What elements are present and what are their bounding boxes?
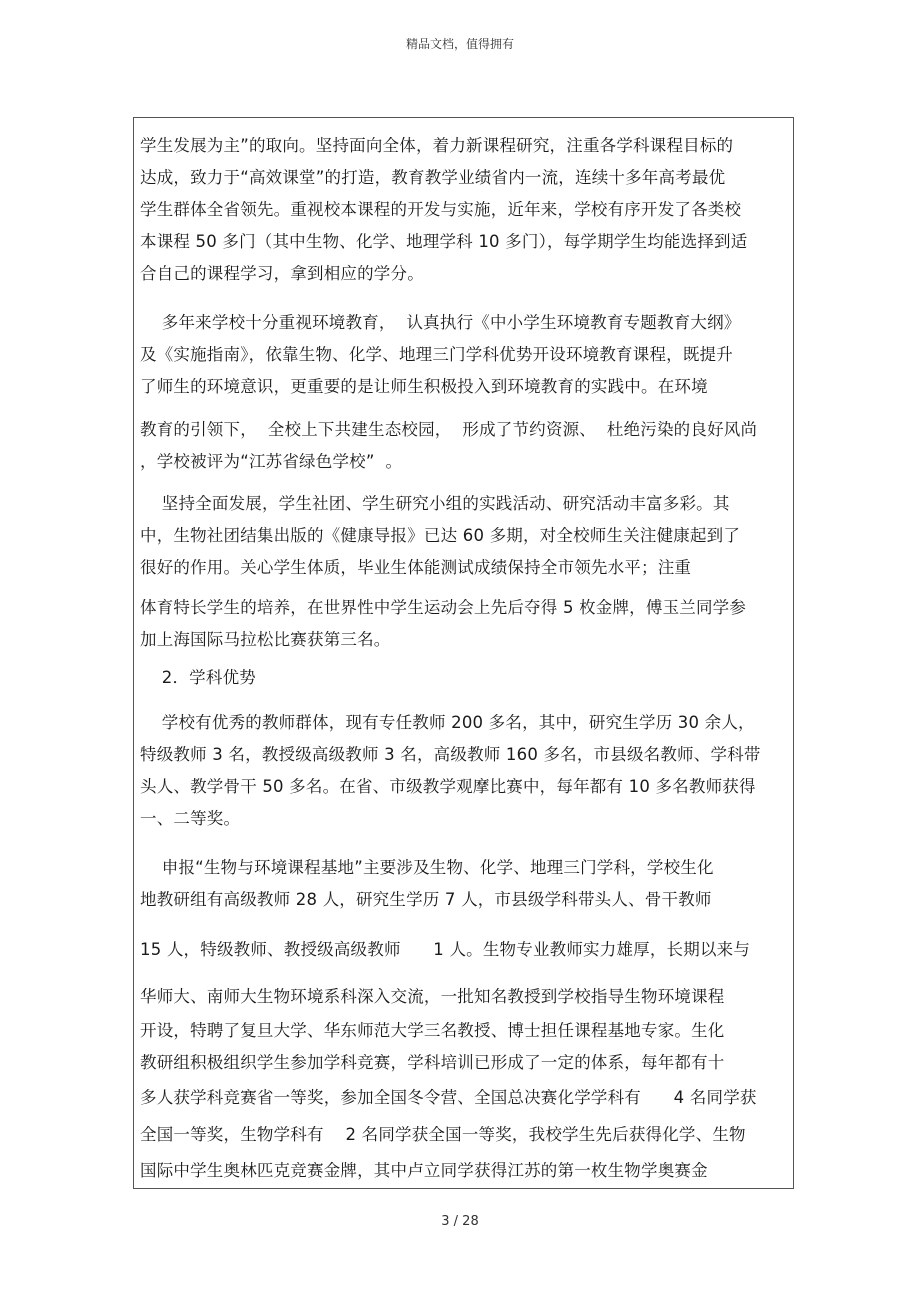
text-line: 本课程 50 多门（其中生物、化学、地理学科 10 多门），每学期学生均能选择到适 bbox=[140, 232, 748, 251]
text-line: 加上海国际马拉松比赛获第三名。 bbox=[140, 630, 391, 649]
text-line: 全国一等奖，生物学科有 2 名同学获全国一等奖，我校学生先后获得化学、生物 bbox=[140, 1125, 746, 1144]
text-line: 中，生物社团结集出版的《健康导报》已达 60 多期，对全校师生关注健康起到了 bbox=[140, 526, 741, 545]
text-line: 达成，致力于“高效课堂”的打造，教育教学业绩省内一流，连续十多年高考最优 bbox=[140, 168, 726, 187]
text-line: ，学校被评为“江苏省绿色学校” 。 bbox=[140, 452, 403, 471]
section-heading: 2．学科优势 bbox=[140, 668, 256, 687]
text-line: 特级教师 3 名，教授级高级教师 3 名，高级教师 160 多名，市县级名教师、学科带 bbox=[140, 745, 761, 764]
text-line: 一、二等奖。 bbox=[140, 809, 241, 828]
text-line: 体育特长学生的培养，在世界性中学生运动会上先后夺得 5 枚金牌，傅玉兰同学参 bbox=[140, 598, 747, 617]
text-line: 申报“生物与环境课程基地”主要涉及生物、化学、地理三门学科，学校生化 bbox=[140, 858, 714, 877]
page-number: 3 / 28 bbox=[441, 1214, 479, 1229]
text-line: 很好的作用。关心学生体质，毕业生体能测试成绩保持全市领先水平；注重 bbox=[140, 558, 692, 577]
text-line: 15 人，特级教师、教授级高级教师 1 人。生物专业教师实力雄厚，长期以来与 bbox=[140, 940, 751, 959]
text-line: 了师生的环境意识，更重要的是让师生积极投入到环境教育的实践中。在环境 bbox=[140, 377, 708, 396]
text-line: 学生发展为主”的取向。坚持面向全体，着力新课程研究，注重各学科课程目标的 bbox=[140, 136, 734, 155]
text-line: 坚持全面发展，学生社团、学生研究小组的实践活动、研究活动丰富多彩。其 bbox=[140, 494, 730, 513]
text-line: 合自己的课程学习，拿到相应的学分。 bbox=[140, 264, 424, 283]
text-line: 多年来学校十分重视环境教育， 认真执行《中小学生环境教育专题教育大纲》 bbox=[140, 313, 741, 332]
page-header: 精品文档，值得拥有 bbox=[405, 37, 514, 51]
text-line: 学校有优秀的教师群体，现有专任教师 200 多名，其中，研究生学历 30 余人， bbox=[140, 713, 755, 732]
text-line: 开设，特聘了复旦大学、华东师范大学三名教授、博士担任课程基地专家。生化 bbox=[140, 1021, 725, 1040]
text-line: 国际中学生奥林匹克竞赛金牌，其中卢立同学获得江苏的第一枚生物学奥赛金 bbox=[140, 1161, 708, 1180]
text-line: 头人、教学骨干 50 多名。在省、市级教学观摩比赛中，每年都有 10 多名教师获得 bbox=[140, 777, 756, 796]
text-line: 多人获学科竞赛省一等奖，参加全国冬令营、全国总决赛化学学科有 4 名同学获 bbox=[140, 1088, 757, 1107]
text-line: 地教研组有高级教师 28 人，研究生学历 7 人，市县级学科带头人、骨干教师 bbox=[140, 890, 712, 909]
text-line: 及《实施指南》，依靠生物、化学、地理三门学科优势开设环境教育课程，既提升 bbox=[140, 345, 733, 364]
text-line: 学生群体全省领先。重视校本课程的开发与实施，近年来，学校有序开发了各类校 bbox=[140, 200, 742, 219]
text-line: 教研组积极组织学生参加学科竞赛，学科培训已形成了一定的体系，每年都有十 bbox=[140, 1053, 725, 1072]
text-line: 华师大、南师大生物环境系科深入交流，一批知名教授到学校指导生物环境课程 bbox=[140, 987, 725, 1006]
text-line: 教育的引领下， 全校上下共建生态校园， 形成了节约资源、 杜绝污染的良好风尚 bbox=[140, 420, 758, 439]
